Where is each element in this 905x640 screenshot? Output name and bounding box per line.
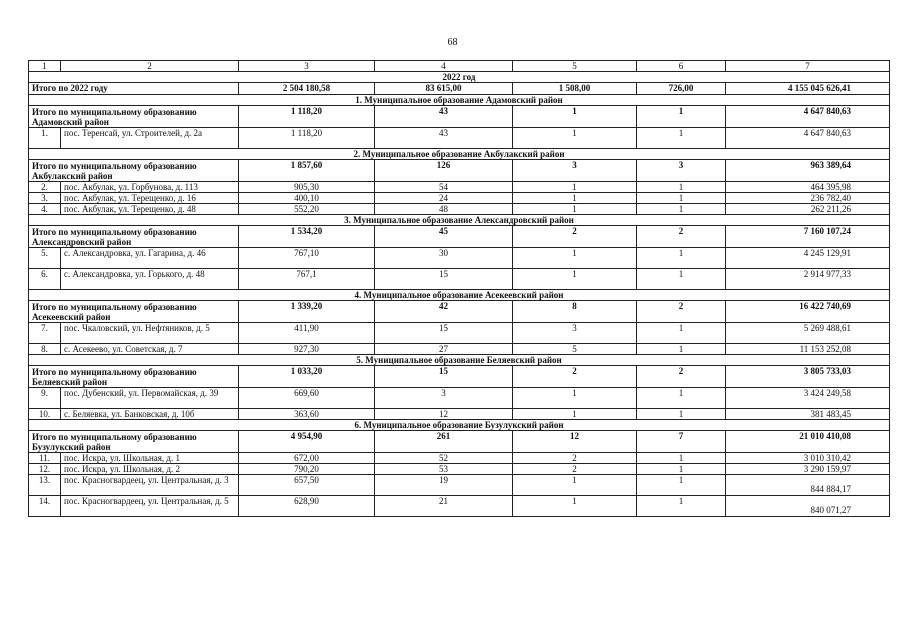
section-total-cost: 4 647 840,63	[726, 106, 890, 128]
section-title-row	[29, 149, 890, 160]
section-total-area: 1 033,20	[239, 366, 375, 388]
building-col6: 1	[637, 496, 726, 517]
table-row	[29, 453, 890, 464]
grand-total-col5: 1 508,00	[513, 83, 637, 95]
column-number: 5	[513, 61, 637, 72]
building-col6: 1	[637, 464, 726, 475]
building-residents: 21	[375, 496, 513, 517]
section-title-row	[29, 290, 890, 301]
section-total-cost: 7 160 107,24	[726, 226, 890, 248]
building-col5: 1	[513, 496, 637, 517]
building-residents: 53	[375, 464, 513, 475]
building-cost: 4 647 840,63	[726, 128, 890, 149]
building-col6: 1	[637, 344, 726, 355]
building-cost: 11 153 252,08	[726, 344, 890, 355]
building-area: 657,50	[239, 475, 375, 496]
building-col5: 1	[513, 204, 637, 215]
building-col5: 1	[513, 193, 637, 204]
building-col6: 1	[637, 409, 726, 420]
section-total-cost: 963 389,64	[726, 160, 890, 182]
building-residents: 27	[375, 344, 513, 355]
building-col6: 1	[637, 193, 726, 204]
building-area: 767,10	[239, 248, 375, 269]
building-col6: 1	[637, 128, 726, 149]
section-total-col6: 3	[637, 160, 726, 182]
column-number: 1	[29, 61, 61, 72]
section-total-col6: 2	[637, 226, 726, 248]
section-total-col6: 2	[637, 301, 726, 323]
building-col6: 1	[637, 323, 726, 344]
building-col5: 3	[513, 323, 637, 344]
section-total-row	[29, 366, 890, 388]
section-title: 6. Муниципальное образование Бузулукский район	[29, 420, 890, 431]
section-title-row	[29, 420, 890, 431]
building-address: пос. Искра, ул. Школьная, д. 2	[61, 464, 239, 475]
building-residents: 43	[375, 128, 513, 149]
section-total-cost: 3 805 733,03	[726, 366, 890, 388]
building-col6: 1	[637, 475, 726, 496]
building-col6: 1	[637, 269, 726, 290]
row-number: 5.	[29, 248, 61, 269]
building-address: с. Александровка, ул. Горького, д. 48	[61, 269, 239, 290]
building-col6: 1	[637, 388, 726, 409]
table-row	[29, 464, 890, 475]
row-number: 13.	[29, 475, 61, 496]
building-area: 628,90	[239, 496, 375, 517]
grand-total-cost: 4 155 045 626,41	[726, 83, 890, 95]
section-total-col5: 2	[513, 226, 637, 248]
building-col6: 1	[637, 204, 726, 215]
building-area: 927,30	[239, 344, 375, 355]
table-row	[29, 128, 890, 149]
building-col6: 1	[637, 182, 726, 193]
section-total-residents: 42	[375, 301, 513, 323]
row-number: 14.	[29, 496, 61, 517]
building-cost: 381 483,45	[726, 409, 890, 420]
table-row	[29, 344, 890, 355]
building-residents: 48	[375, 204, 513, 215]
building-cost: 464 395,98	[726, 182, 890, 193]
building-address: с. Асекеево, ул. Советская, д. 7	[61, 344, 239, 355]
building-area: 411,90	[239, 323, 375, 344]
building-cost: 2 914 977,33	[726, 269, 890, 290]
building-col5: 2	[513, 464, 637, 475]
building-area: 767,1	[239, 269, 375, 290]
building-area: 1 118,20	[239, 128, 375, 149]
year-label: 2022 год	[29, 72, 890, 83]
row-number: 11.	[29, 453, 61, 464]
section-total-col5: 2	[513, 366, 637, 388]
building-col5: 1	[513, 182, 637, 193]
section-title: 1. Муниципальное образование Адамовский район	[29, 95, 890, 106]
grand-total-row	[29, 83, 890, 95]
grand-total-area: 2 504 180,58	[239, 83, 375, 95]
section-total-residents: 45	[375, 226, 513, 248]
section-total-col5: 1	[513, 106, 637, 128]
building-residents: 30	[375, 248, 513, 269]
building-area: 672,00	[239, 453, 375, 464]
section-total-col6: 1	[637, 106, 726, 128]
column-number: 2	[61, 61, 239, 72]
section-title: 5. Муниципальное образование Беляевский район	[29, 355, 890, 366]
section-total-area: 1 857,60	[239, 160, 375, 182]
building-residents: 12	[375, 409, 513, 420]
building-address: пос. Искра, ул. Школьная, д. 1	[61, 453, 239, 464]
section-title-row	[29, 95, 890, 106]
section-total-residents: 261	[375, 431, 513, 453]
section-total-col6: 2	[637, 366, 726, 388]
section-total-label: Итого по муниципальному образованию Акбулакский район	[29, 160, 239, 182]
section-total-col5: 3	[513, 160, 637, 182]
building-cost: 236 782,40	[726, 193, 890, 204]
row-number: 3.	[29, 193, 61, 204]
section-total-cost: 16 422 740,69	[726, 301, 890, 323]
section-total-label: Итого по муниципальному образованию Бузулукский район	[29, 431, 239, 453]
building-address: пос. Акбулак, ул. Терещенко, д. 48	[61, 204, 239, 215]
section-total-cost: 21 010 410,08	[726, 431, 890, 453]
building-address: пос. Теренсай, ул. Строителей, д. 2а	[61, 128, 239, 149]
building-area: 400,10	[239, 193, 375, 204]
building-col6: 1	[637, 248, 726, 269]
building-area: 669,60	[239, 388, 375, 409]
section-title: 4. Муниципальное образование Асекеевский район	[29, 290, 890, 301]
building-col5: 5	[513, 344, 637, 355]
building-col5: 1	[513, 475, 637, 496]
building-residents: 24	[375, 193, 513, 204]
row-number: 1.	[29, 128, 61, 149]
section-total-row	[29, 160, 890, 182]
section-total-col6: 7	[637, 431, 726, 453]
buildings-register-table	[28, 60, 890, 517]
grand-total-col6: 726,00	[637, 83, 726, 95]
building-residents: 15	[375, 323, 513, 344]
table-row	[29, 388, 890, 409]
building-residents: 52	[375, 453, 513, 464]
section-total-residents: 15	[375, 366, 513, 388]
section-total-row	[29, 301, 890, 323]
building-residents: 54	[375, 182, 513, 193]
building-col5: 1	[513, 269, 637, 290]
row-number: 9.	[29, 388, 61, 409]
building-col6: 1	[637, 453, 726, 464]
building-cost: 5 269 488,61	[726, 323, 890, 344]
building-col5: 1	[513, 128, 637, 149]
building-area: 790,20	[239, 464, 375, 475]
building-address: пос. Красногвардеец, ул. Центральная, д. 5	[61, 496, 239, 517]
building-col5: 2	[513, 453, 637, 464]
building-area: 363,60	[239, 409, 375, 420]
grand-total-residents: 83 615,00	[375, 83, 513, 95]
column-number: 4	[375, 61, 513, 72]
section-total-area: 1 339,20	[239, 301, 375, 323]
row-number: 10.	[29, 409, 61, 420]
building-address: пос. Акбулак, ул. Горбунова, д. 113	[61, 182, 239, 193]
table-row	[29, 496, 890, 517]
table-row	[29, 248, 890, 269]
page-number: 68	[447, 37, 458, 48]
year-row	[29, 72, 890, 83]
table-row	[29, 475, 890, 496]
section-total-area: 4 954,90	[239, 431, 375, 453]
section-total-label: Итого по муниципальному образованию Александровский район	[29, 226, 239, 248]
building-col5: 1	[513, 409, 637, 420]
table-row	[29, 323, 890, 344]
building-cost: 3 424 249,58	[726, 388, 890, 409]
building-address: с. Александровка, ул. Гагарина, д. 46	[61, 248, 239, 269]
building-address: пос. Акбулак, ул. Терещенко, д. 16	[61, 193, 239, 204]
section-total-residents: 126	[375, 160, 513, 182]
section-total-label: Итого по муниципальному образованию Беляевский район	[29, 366, 239, 388]
row-number: 4.	[29, 204, 61, 215]
building-cost: 262 211,26	[726, 204, 890, 215]
section-title: 3. Муниципальное образование Александровский район	[29, 215, 890, 226]
table-row	[29, 193, 890, 204]
column-number-row	[29, 61, 890, 72]
building-address: пос. Чкаловский, ул. Нефтяников, д. 5	[61, 323, 239, 344]
table-row	[29, 204, 890, 215]
section-total-row	[29, 106, 890, 128]
row-number: 8.	[29, 344, 61, 355]
building-col5: 1	[513, 388, 637, 409]
building-cost: 844 884,17	[726, 475, 890, 496]
table-row	[29, 269, 890, 290]
section-total-label: Итого по муниципальному образованию Асекеевский район	[29, 301, 239, 323]
row-number: 12.	[29, 464, 61, 475]
section-total-residents: 43	[375, 106, 513, 128]
building-cost: 840 071,27	[726, 496, 890, 517]
row-number: 2.	[29, 182, 61, 193]
section-title-row	[29, 355, 890, 366]
building-residents: 19	[375, 475, 513, 496]
building-cost: 4 245 129,91	[726, 248, 890, 269]
building-residents: 3	[375, 388, 513, 409]
section-total-row	[29, 226, 890, 248]
row-number: 6.	[29, 269, 61, 290]
column-number: 6	[637, 61, 726, 72]
building-address: пос. Красногвардеец, ул. Центральная, д. 3	[61, 475, 239, 496]
table-row	[29, 182, 890, 193]
building-cost: 3 010 310,42	[726, 453, 890, 464]
building-area: 905,30	[239, 182, 375, 193]
section-total-col5: 8	[513, 301, 637, 323]
building-cost: 3 290 159,97	[726, 464, 890, 475]
building-address: пос. Дубенский, ул. Первомайская, д. 39	[61, 388, 239, 409]
building-residents: 15	[375, 269, 513, 290]
building-col5: 1	[513, 248, 637, 269]
section-title: 2. Муниципальное образование Акбулакский район	[29, 149, 890, 160]
building-area: 552,20	[239, 204, 375, 215]
row-number: 7.	[29, 323, 61, 344]
building-address: с. Беляевка, ул. Банковская, д. 10б	[61, 409, 239, 420]
column-number: 3	[239, 61, 375, 72]
section-total-label: Итого по муниципальному образованию Адамовский район	[29, 106, 239, 128]
section-total-area: 1 118,20	[239, 106, 375, 128]
column-number: 7	[726, 61, 890, 72]
section-total-row	[29, 431, 890, 453]
section-title-row	[29, 215, 890, 226]
table-row	[29, 409, 890, 420]
section-total-col5: 12	[513, 431, 637, 453]
section-total-area: 1 534,20	[239, 226, 375, 248]
grand-total-label: Итого по 2022 году	[29, 83, 239, 95]
